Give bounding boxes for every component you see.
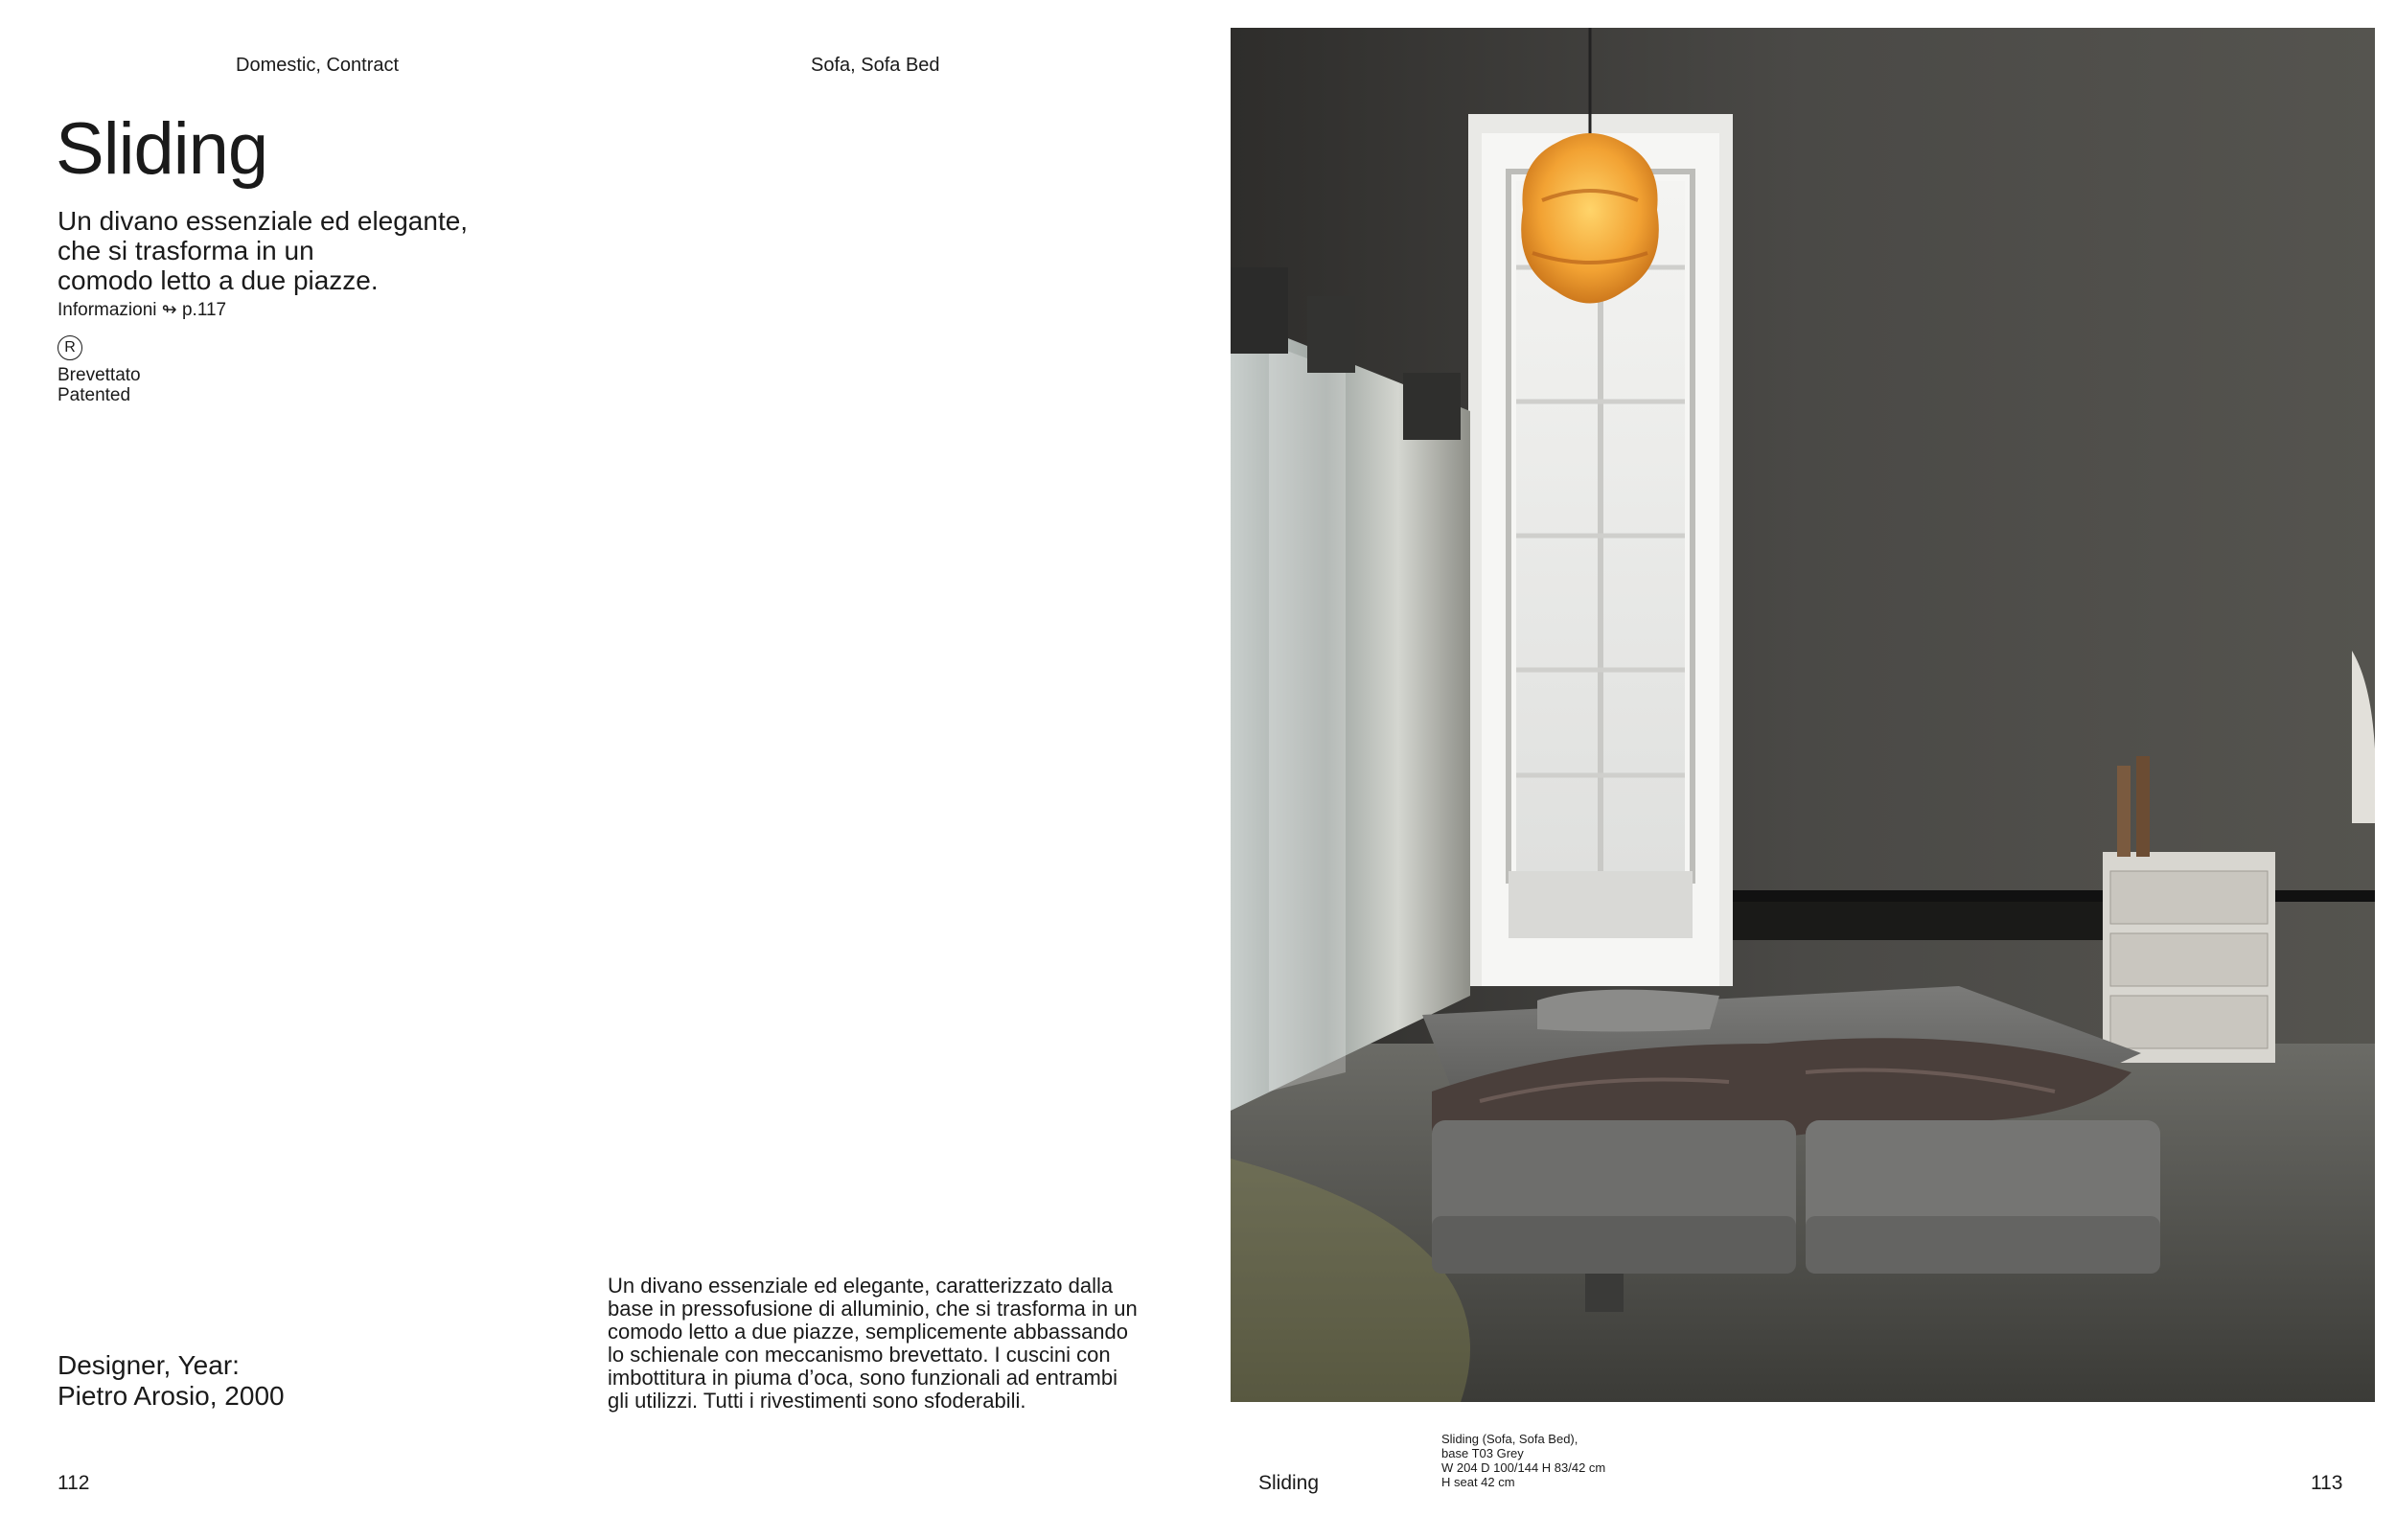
lead-line: che si trasforma in un bbox=[58, 236, 314, 265]
patent-it: Brevettato bbox=[58, 365, 141, 385]
running-title: Sliding bbox=[1258, 1472, 1320, 1494]
registered-symbol: R bbox=[64, 339, 76, 356]
info-page-link[interactable]: p.117 bbox=[181, 300, 227, 320]
page-number-right: 113 bbox=[2311, 1472, 2343, 1494]
info-reference[interactable] bbox=[58, 300, 226, 320]
description-line: imbottitura in piuma d’oca, sono funzionali ad entrambi bbox=[608, 1366, 1117, 1390]
interior-photo-icon bbox=[1231, 28, 2375, 1402]
photo-caption bbox=[1441, 1432, 1605, 1489]
patent-en: Patented bbox=[58, 385, 131, 405]
description-line: comodo letto a due piazze, semplicemente abbassando bbox=[608, 1320, 1129, 1344]
lead-line: comodo letto a due piazze. bbox=[58, 265, 379, 295]
caption-line: W 204 D 100/144 H 83/42 cm bbox=[1441, 1460, 1606, 1475]
info-label: Informazioni bbox=[58, 300, 157, 320]
caption-line: Sliding (Sofa, Sofa Bed), bbox=[1441, 1432, 1578, 1446]
category-label: Domestic, Contract bbox=[236, 55, 400, 76]
lead-line: Un divano essenziale ed elegante, bbox=[58, 206, 469, 236]
designer-value: Pietro Arosio, 2000 bbox=[58, 1381, 285, 1411]
info-arrow-icon: ↬ bbox=[161, 300, 177, 320]
product-type-label: Sofa, Sofa Bed bbox=[811, 55, 940, 76]
description-text bbox=[608, 1275, 1138, 1413]
interior-photo bbox=[1231, 28, 2375, 1402]
description-line: base in pressofusione di alluminio, che si trasforma in un bbox=[608, 1297, 1138, 1321]
description-line: Un divano essenziale ed elegante, caratterizzato dalla bbox=[608, 1274, 1114, 1298]
caption-line: H seat 42 cm bbox=[1441, 1475, 1515, 1489]
lead-text bbox=[58, 206, 468, 295]
caption-line: base T03 Grey bbox=[1441, 1446, 1524, 1460]
designer-block bbox=[58, 1350, 285, 1412]
designer-label: Designer, Year: bbox=[58, 1350, 240, 1380]
page-title: Sliding bbox=[56, 108, 268, 190]
description-line: gli utilizzi. Tutti i rivestimenti sono sfoderabili. bbox=[608, 1389, 1026, 1413]
patent-block bbox=[58, 365, 141, 405]
description-line: lo schienale con meccanismo brevettato. I cuscini con bbox=[608, 1343, 1111, 1367]
registered-icon bbox=[58, 335, 82, 360]
page-number-left: 112 bbox=[58, 1472, 90, 1494]
